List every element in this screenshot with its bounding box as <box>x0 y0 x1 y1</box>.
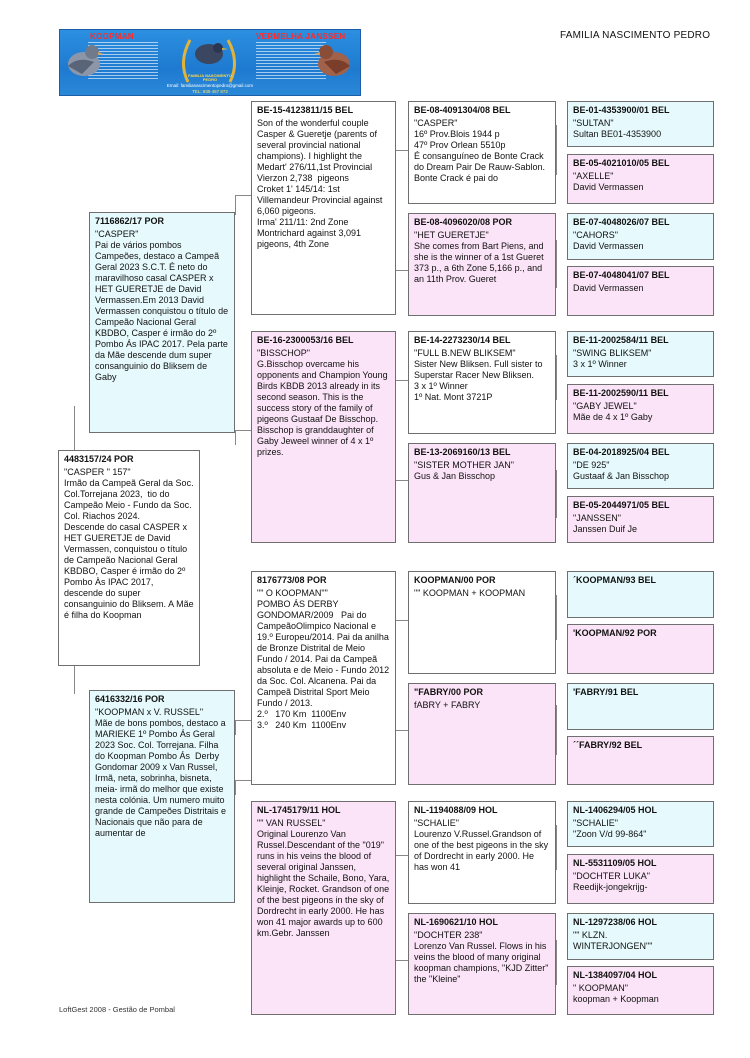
connector-line <box>396 730 408 731</box>
connector-line <box>556 355 557 400</box>
connector-line <box>556 240 557 288</box>
ancestor-card-gen3[interactable] <box>408 683 556 785</box>
connector-line <box>74 406 75 453</box>
footer-software: LoftGest 2008 - Gestão de Pombal <box>59 1005 175 1014</box>
ring-number: NL-1384097/04 HOL <box>573 970 658 980</box>
ring-number: BE-05-4021010/05 BEL <box>573 158 670 168</box>
ancestor-card-gen3[interactable] <box>408 101 556 204</box>
pigeon-description: "" O KOOPMAN"" POMBO ÁS DERBY GONDOMAR/2009 Pai do CampeãoOlimpico Nacional e 19.º Europeu/2014. Pai da anilha de Bronze Distrital de Meio Fundo / 2014. Pai da Campeã absoluta e de Meio - Fundo 2012 da Soc. Col. Alcanena. Pai da Campeã Distrital Sport Meio Fundo / 2013. 2.º 170 Km 1100Env 3.º 240 Km 1100Env <box>257 588 390 730</box>
ring-number: BE-16-2300053/16 BEL <box>257 335 354 345</box>
banner-email: Email: familianascimentopedro@gmail.com <box>166 83 254 88</box>
connector-line <box>396 855 408 856</box>
pigeon-description: "CASPER" 16º Prov.Blois 1944 p 47º Prov Orlean 5510p É consanguíneo de Bonte Crack do Dream Pair De Rauw-Sablon. Bonte Crack é pai do <box>414 118 546 183</box>
loft-banner <box>59 29 361 96</box>
connector-line <box>396 480 408 481</box>
pigeon-description: "SCHALIE" Lourenzo V.Russel.Grandson of one of the best pigeons in the sky of Dordrecht in early 2000. He has won 41 <box>414 818 549 872</box>
owner-name: FAMILIA NASCIMENTO PEDRO <box>560 30 711 41</box>
ring-number: 'FABRY/91 BEL <box>573 687 639 697</box>
ring-number: BE-05-2044971/05 BEL <box>573 500 670 510</box>
connector-line <box>556 125 557 175</box>
pigeon-description: "BISSCHOP" G.Bisschop overcame his opponents and Champion Young Birds KBDB 2013 already in its second season. This is the success story of the family of pigeons Gustaaf De Bisschop. Bisschop is granddaughter of Gaby Jeweel winner of 4 x 1º prizes. <box>257 348 388 457</box>
ancestor-card-gen4[interactable] <box>567 384 714 434</box>
ring-number: BE-11-2002590/11 BEL <box>573 388 669 398</box>
pigeon-description: "SULTAN" Sultan BE01-4353900 <box>573 118 662 139</box>
ring-number: 4483157/24 POR <box>64 454 134 464</box>
connector-line <box>235 720 236 735</box>
ancestor-card-gen4[interactable] <box>567 154 714 204</box>
connector-line <box>556 940 557 985</box>
ring-number: ´KOOPMAN/93 BEL <box>573 575 657 585</box>
connector-line <box>396 270 408 271</box>
ancestor-card-gen4[interactable] <box>567 736 714 785</box>
pigeon-description: "SCHALIE" "Zoon V/d 99-864" <box>573 818 647 839</box>
pigeon-right-image <box>312 38 356 80</box>
ring-number: NL-1297238/06 HOL <box>573 917 658 927</box>
ring-number: NL-1194088/09 HOL <box>414 805 498 815</box>
pigeon-description: "DOCHTER LUKA" Reedijk-jongekrijg- <box>573 871 650 892</box>
ancestor-card-gen4[interactable] <box>567 101 714 147</box>
connector-line <box>235 195 236 215</box>
pigeon-description: " KOOPMAN" koopman + Koopman <box>573 983 659 1004</box>
ancestor-card-gen4[interactable] <box>567 213 714 260</box>
ring-number: NL-1406294/05 HOL <box>573 805 658 815</box>
connector-line <box>235 780 251 781</box>
connector-line <box>235 780 236 795</box>
ancestor-card-gen4[interactable] <box>567 571 714 618</box>
ancestor-card-gen3[interactable] <box>408 801 556 904</box>
banner-phone: TEL: 939 457 872 <box>192 89 228 94</box>
pigeon-description: "HET GUERETJE" She comes from Bart Piens, and she is the winner of a 1st Gueret 373 p., a 6th Zone 5,166 p., and an 11th Prov. Gueret <box>414 230 544 284</box>
ring-number: BE-08-4091304/08 BEL <box>414 105 511 115</box>
ring-number: 7116862/17 POR <box>95 216 165 226</box>
sire-card[interactable] <box>89 212 235 433</box>
ancestor-card-gen4[interactable] <box>567 966 714 1015</box>
pigeon-description: "" KLZN. WINTERJONGEN"" <box>573 930 653 951</box>
ancestor-card-gen4[interactable] <box>567 266 714 316</box>
pigeon-description: "FULL B.NEW BLIKSEM" Sister New Bliksen. Full sister to Superstar Racer New Bliksen. 3 x 1º Winner 1º Nat. Mont 3721P <box>414 348 543 402</box>
ancestor-card-gen4[interactable] <box>567 443 714 489</box>
ring-number: BE-08-4096020/08 POR <box>414 217 513 227</box>
ring-number: ´´FABRY/92 BEL <box>573 740 643 750</box>
ring-number: NL-1690621/10 HOL <box>414 917 499 927</box>
ancestor-card-gen4[interactable] <box>567 331 714 377</box>
ring-number: BE-15-4123811/15 BEL <box>257 105 354 115</box>
connector-line <box>556 470 557 518</box>
ancestor-card-gen3[interactable] <box>408 913 556 1015</box>
connector-line <box>396 150 408 151</box>
pigeon-left-image <box>62 38 106 80</box>
connector-line <box>556 595 557 640</box>
ring-number: 8176773/08 POR <box>257 575 327 585</box>
banner-right-title: VERMELHA JANSSEN <box>256 32 346 41</box>
pigeon-description: "CASPER " 157" Irmão da Campeã Geral da Soc. Col.Torrejana 2023, tio do Campeão Meio - Fundo da Soc. Col. Riachos 2024. Descende do casal CASPER x HET GUERETJE de David Vermassen, conquistou o título de Campeão Nacional Geral KBDBO, Casper é irmão do 2º Pombo Às IPAC 2017, descende do super consanguinio do Bliksem. A Mãe é filha do Koopman <box>64 467 194 620</box>
connector-line <box>235 430 236 445</box>
ancestor-card-gen4[interactable] <box>567 496 714 543</box>
granddam-maternal-card[interactable] <box>251 801 396 1015</box>
connector-line <box>396 620 408 621</box>
ancestor-card-gen4[interactable] <box>567 801 714 847</box>
ancestor-card-gen4[interactable] <box>567 913 714 960</box>
ring-number: BE-13-2069160/13 BEL <box>414 447 511 457</box>
ring-number: BE-04-2018925/04 BEL <box>573 447 670 457</box>
connector-line <box>235 195 251 196</box>
ring-number: BE-07-4048041/07 BEL <box>573 270 670 280</box>
pigeon-description: "JANSSEN" Janssen Duif Je <box>573 513 638 534</box>
pigeon-description: David Vermassen <box>573 283 644 293</box>
ring-number: "FABRY/00 POR <box>414 687 483 697</box>
pigeon-description: "CASPER" Pai de vários pombos Campeões, destaco a Campeã Geral 2023 S.C.T. É neto do maravilhoso casal CASPER x HET GUERETJE de David Vermassen.Em 2013 David Vermassen conquistou o título de Campeão Nacional Geral KBDBO, Casper é irmão do 2º Pombo Ás IPAC 2017. Pela parte da Mãe descende dum super consanguinio do Bliksem de Gaby <box>95 229 229 382</box>
pigeon-description: "GABY JEWEL" Mãe de 4 x 1º Gaby <box>573 401 653 422</box>
connector-line <box>74 666 75 694</box>
pigeon-description: "CAHORS" David Vermassen <box>573 230 644 251</box>
ancestor-card-gen4[interactable] <box>567 624 714 674</box>
pigeon-description: "" KOOPMAN + KOOPMAN <box>414 588 526 598</box>
pigeon-description: "AXELLE" David Vermassen <box>573 171 644 192</box>
ring-number: BE-14-2273230/14 BEL <box>414 335 511 345</box>
connector-line <box>556 825 557 870</box>
ring-number: BE-01-4353900/01 BEL <box>573 105 670 115</box>
ring-number: KOOPMAN/00 POR <box>414 575 496 585</box>
pigeon-description: "SISTER MOTHER JAN" Gus & Jan Bisschop <box>414 460 514 481</box>
dam-card[interactable] <box>89 690 235 903</box>
subject-pigeon-card[interactable] <box>58 450 200 666</box>
ancestor-card-gen3[interactable] <box>408 331 556 434</box>
granddam-paternal-card[interactable] <box>251 331 396 543</box>
connector-line <box>556 705 557 755</box>
banner-left-title: KOOPMAN <box>90 32 134 41</box>
connector-line <box>235 430 251 431</box>
pigeon-description: Son of the wonderful couple Casper & Gueretje (parents of several provincial national champions). I highlight the Medart' 276/11,1st Provincial Vierzon 2,738 pigeons Croket 1' 145/14: 1st Villemandeur Provincial against 6,060 pigeons. Irma' 211/11: 2nd Zone Montrichard against 3,091 pigeons, 4th Zone <box>257 118 383 249</box>
pigeon-description: "DE 925" Gustaaf & Jan Bisschop <box>573 460 670 481</box>
ancestor-card-gen3[interactable] <box>408 443 556 543</box>
ring-number: NL-5531109/05 HOL <box>573 858 657 868</box>
ring-number: 'KOOPMAN/92 POR <box>573 628 657 638</box>
pigeon-description: "DOCHTER 238" Lorenzo Van Russel. Flows in his veins the blood of many original koopman champions, "KJD Zitter" the "Kleine" <box>414 930 549 984</box>
connector-line <box>235 720 251 721</box>
banner-family-name: FAMILIA NASCIMENTO PEDRO <box>188 73 232 83</box>
connector-line <box>396 380 408 381</box>
ring-number: BE-07-4048026/07 BEL <box>573 217 670 227</box>
ring-number: BE-11-2002584/11 BEL <box>573 335 669 345</box>
ring-number: NL-1745179/11 HOL <box>257 805 341 815</box>
pigeon-description: "KOOPMAN x V. RUSSEL" Mãe de bons pombos, destaco a MARIEKE 1º Pombo Ás Geral 2023 Soc. Col. Torrejana. Filha do Koopman Pombo Ás Derby Gondomar 2009 x Van Russel, Irmã, neta, sobrinha, bisneta, meia- irmã do melhor que existe nesta colónia. Um numero muito grande de Campeões Distritais e Nacionais que não para de aumentar de <box>95 707 227 838</box>
ancestor-card-gen3[interactable] <box>408 571 556 674</box>
pigeon-description: "" VAN RUSSEL" Original Lourenzo Van Russel.Descendant of the "019" runs in his veins the blood of several original Janssen, highlight the Schaile, Bono, Yara, Kleinje, Rocket. Grandson of one of the best pigeons in the sky of Dordrecht in early 2000. He has won 41 major awards up to 600 km.Gebr. Janssen <box>257 818 390 938</box>
ancestor-card-gen4[interactable] <box>567 683 714 730</box>
pigeon-description: "SWING BLIKSEM" 3 x 1º Winner <box>573 348 652 369</box>
ring-number: 6416332/16 POR <box>95 694 165 704</box>
grandsire-paternal-card[interactable] <box>251 101 396 315</box>
pigeon-description: fABRY + FABRY <box>414 700 481 710</box>
grandsire-maternal-card[interactable] <box>251 571 396 785</box>
ancestor-card-gen3[interactable] <box>408 213 556 316</box>
connector-line <box>396 960 408 961</box>
ancestor-card-gen4[interactable] <box>567 854 714 904</box>
